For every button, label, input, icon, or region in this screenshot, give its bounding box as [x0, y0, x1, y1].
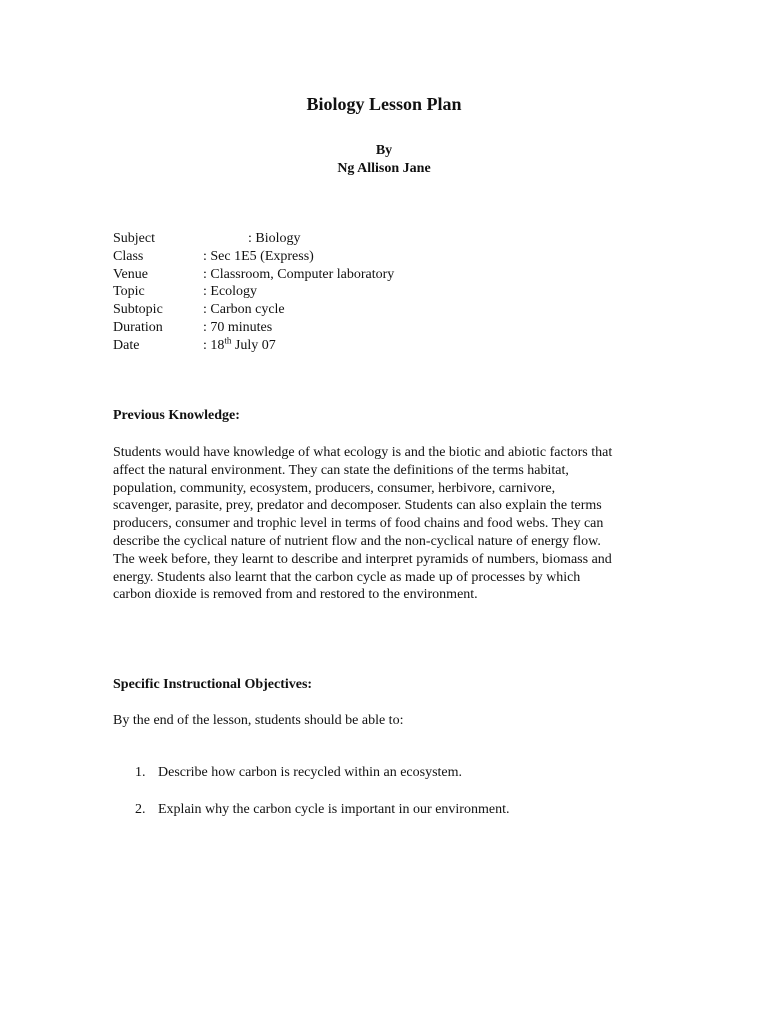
info-value: : Classroom, Computer laboratory — [203, 266, 395, 282]
date-day: : 18 — [203, 337, 225, 353]
paragraph-line: The week before, they learnt to describe and interpret pyramids of numbers, biomass and — [113, 551, 612, 567]
info-label: Subject — [113, 231, 155, 246]
lesson-info — [113, 230, 673, 355]
info-label: Date — [113, 337, 140, 353]
paragraph-line: describe the cyclical nature of nutrient flow and the non-cyclical nature of energy flow. — [113, 533, 601, 549]
info-value: : Biology — [248, 231, 301, 246]
by-label: By — [375, 143, 393, 158]
paragraph-line: carbon dioxide is removed from and restored to the environment. — [113, 587, 478, 603]
info-label: Duration — [113, 319, 163, 335]
info-value: : 70 minutes — [203, 319, 273, 335]
info-label: Topic — [113, 284, 145, 300]
list-text: Explain why the carbon cycle is important in our environment. — [158, 802, 510, 817]
info-row-topic — [113, 283, 673, 301]
date-month-year: July 07 — [231, 337, 276, 353]
info-label: Venue — [113, 266, 148, 282]
previous-knowledge-heading: Previous Knowledge: — [113, 408, 240, 423]
list-text: Describe how carbon is recycled within an ecosystem. — [158, 765, 463, 780]
objectives-intro: By the end of the lesson, students should be able to: — [113, 713, 404, 728]
date-ordinal-suffix: th — [224, 335, 232, 346]
info-label: Class — [113, 248, 144, 264]
list-number: 2. — [135, 802, 146, 817]
info-row-subject — [113, 230, 673, 248]
info-value: : Ecology — [203, 284, 258, 300]
info-label: Subtopic — [113, 302, 163, 318]
info-value-date — [203, 337, 276, 355]
info-row-subtopic — [113, 301, 673, 319]
paragraph-line: scavenger, parasite, prey, predator and decomposer. Students can also explain the terms — [113, 498, 602, 514]
previous-knowledge-paragraph — [113, 444, 658, 604]
paragraph-line: Students would have knowledge of what ecology is and the biotic and abiotic factors that — [113, 445, 613, 460]
paragraph-line: affect the natural environment. They can state the definitions of the terms habitat, — [113, 462, 569, 478]
info-row-class — [113, 248, 673, 266]
paragraph-line: producers, consumer and trophic level in terms of food chains and food webs. They can — [113, 516, 604, 532]
paragraph-line: energy. Students also learnt that the carbon cycle as made up of processes by which — [113, 569, 581, 585]
document-title: Biology Lesson Plan — [306, 94, 462, 114]
paragraph-line: population, community, ecosystem, producers, consumer, herbivore, carnivore, — [113, 480, 556, 496]
info-row-venue — [113, 266, 673, 284]
objectives-heading: Specific Instructional Objectives: — [113, 677, 313, 692]
info-row-duration — [113, 319, 673, 337]
author-name: Ng Allison Jane — [337, 161, 431, 176]
info-value: : Carbon cycle — [203, 302, 285, 318]
info-row-date — [113, 337, 673, 355]
info-value: : Sec 1E5 (Express) — [203, 248, 314, 264]
list-number: 1. — [135, 765, 146, 780]
